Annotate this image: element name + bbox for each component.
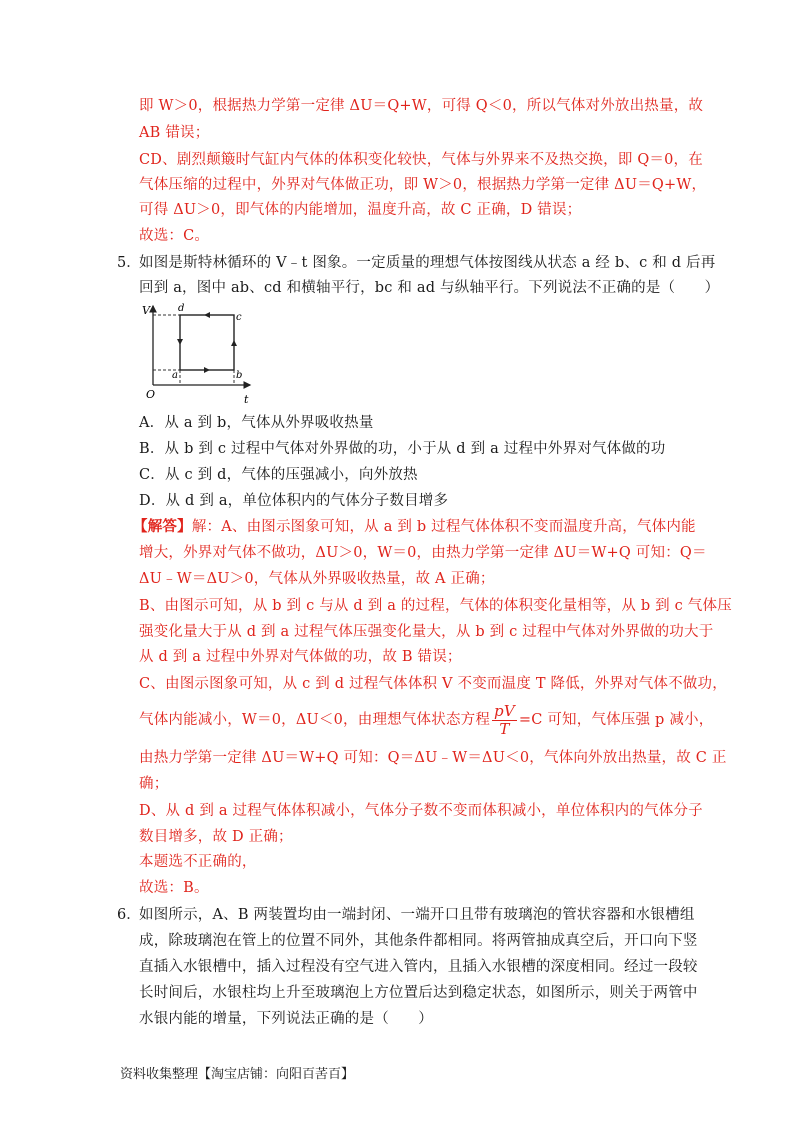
question-6-number: 6．: [117, 907, 141, 923]
question-5-stem-line-2: 回到 a，图中 ab、cd 和横轴平行，bc 和 ad 与纵轴平行。下列说法不正确的是（ ）: [139, 280, 720, 296]
answer-line-10: 确；: [139, 776, 169, 792]
answer-line-14: 故选：B。: [139, 880, 209, 896]
prev-solution-line-1: 即 W＞0，根据热力学第一定律 ΔU＝Q+W，可得 Q＜0，所以气体对外放出热量，故: [139, 98, 704, 114]
question-6-line-2: 成，除玻璃泡在管上的位置不同外，其他条件都相同。将两管抽成真空后，开口向下竖: [139, 933, 698, 949]
answer-line-6: 从 d 到 a 过程中外界对气体做的功，故 B 错误；: [139, 649, 462, 665]
cycle-path: [180, 315, 234, 370]
point-c-label: c: [236, 312, 242, 323]
prev-solution-line-6: 故选：C。: [139, 228, 210, 244]
point-b-label: b: [236, 370, 243, 381]
option-c: C．从 c 到 d，气体的压强减小，向外放热: [139, 467, 418, 483]
answer-line-5: 强变化量大于从 d 到 a 过程气体压强变化量大，从 b 到 c 过程中气体对外界做的功大于: [139, 624, 714, 640]
answer-line-11: D、从 d 到 a 过程气体体积减小，气体分子数不变而体积减小，单位体积内的气体分子: [139, 803, 703, 819]
option-a: A．从 a 到 b，气体从外界吸收热量: [139, 415, 374, 431]
question-6-line-1: 如图所示，A、B 两装置均由一端封闭、一端开口且带有玻璃泡的管状容器和水银槽组: [139, 907, 695, 923]
answer-line-12: 数目增多，故 D 正确；: [139, 829, 293, 845]
answer-line-3: ΔU﹣W＝ΔU＞0，气体从外界吸收热量，故 A 正确；: [139, 571, 495, 587]
answer-line-9: 由热力学第一定律 ΔU＝W+Q 可知：Q＝ΔU﹣W＝ΔU＜0，气体向外放出热量，故 C 正: [139, 750, 727, 766]
origin-label: O: [146, 388, 156, 401]
ideal-gas-fraction: [492, 703, 517, 738]
answer-c-text-2b: =C 可知，气体压强 p 减小，: [518, 712, 714, 728]
prev-solution-line-2: AB 错误；: [139, 125, 210, 141]
fraction-numerator: pV: [494, 701, 515, 720]
prev-solution-line-4: 气体压缩的过程中，外界对气体做正功，即 W＞0，根据热力学第一定律 ΔU＝Q+W，: [139, 177, 707, 193]
arrow-bc: [231, 340, 237, 346]
answer-line-2: 增大，外界对气体不做功，ΔU＞0，W＝0，由热力学第一定律 ΔU＝W+Q 可知：Q＝: [139, 545, 707, 561]
question-6-line-5: 水银内能的增量，下列说法正确的是（ ）: [139, 1011, 433, 1027]
question-6-line-3: 直插入水银槽中，插入过程没有空气进入管内，且插入水银槽的深度相同。经过一段较: [139, 959, 698, 975]
answer-tag: 【解答】: [133, 518, 192, 535]
v-axis-label: V: [142, 304, 150, 317]
question-5-number: 5．: [117, 255, 141, 271]
answer-a-text-1: 解：A、由图示图象可知，从 a 到 b 过程气体体积不变而温度升高，气体内能: [191, 519, 696, 535]
arrow-ab: [204, 367, 210, 373]
page-footer: 资料收集整理【淘宝店铺：向阳百䒷百】: [120, 1067, 355, 1082]
answer-line-8: [139, 700, 713, 740]
answer-line-7: C、由图示图象可知，从 c 到 d 过程气体体积 V 不变而温度 T 降低，外界对气体不做功，: [139, 676, 727, 692]
answer-line-1: [133, 517, 696, 537]
point-a-label: a: [172, 370, 178, 381]
prev-solution-line-5: 可得 ΔU＞0，即气体的内能增加，温度升高，故 C 正确，D 错误；: [139, 202, 582, 218]
fraction-denominator: T: [499, 719, 510, 738]
option-b: B．从 b 到 c 过程中气体对外界做的功，小于从 d 到 a 过程中外界对气体做的功: [139, 441, 666, 457]
option-d: D．从 d 到 a，单位体积内的气体分子数目增多: [139, 493, 449, 509]
answer-c-text-2a: 气体内能减小，W＝0，ΔU＜0，由理想气体状态方程: [139, 712, 491, 728]
question-5-stem-line-1: 如图是斯特林循环的 V﹣t 图象。一定质量的理想气体按图线从状态 a 经 b、c 和 d 后再: [139, 255, 716, 271]
point-d-label: d: [178, 303, 185, 314]
arrow-da: [177, 339, 183, 345]
answer-line-4: B、由图示可知，从 b 到 c 与从 d 到 a 的过程，气体的体积变化量相等，从 b 到 c 气体压: [139, 598, 732, 614]
vt-graph: [138, 300, 268, 410]
arrow-cd: [204, 312, 210, 318]
question-6-line-4: 长时间后，水银柱均上升至玻璃泡上方位置后达到稳定状态，如图所示，则关于两管中: [139, 985, 698, 1001]
answer-line-13: 本题选不正确的，: [139, 854, 257, 870]
t-axis-label: t: [244, 393, 249, 406]
prev-solution-line-3: CD、剧烈颠簸时气缸内气体的体积变化较快，气体与外界来不及热交换，即 Q＝0，在: [139, 152, 703, 168]
